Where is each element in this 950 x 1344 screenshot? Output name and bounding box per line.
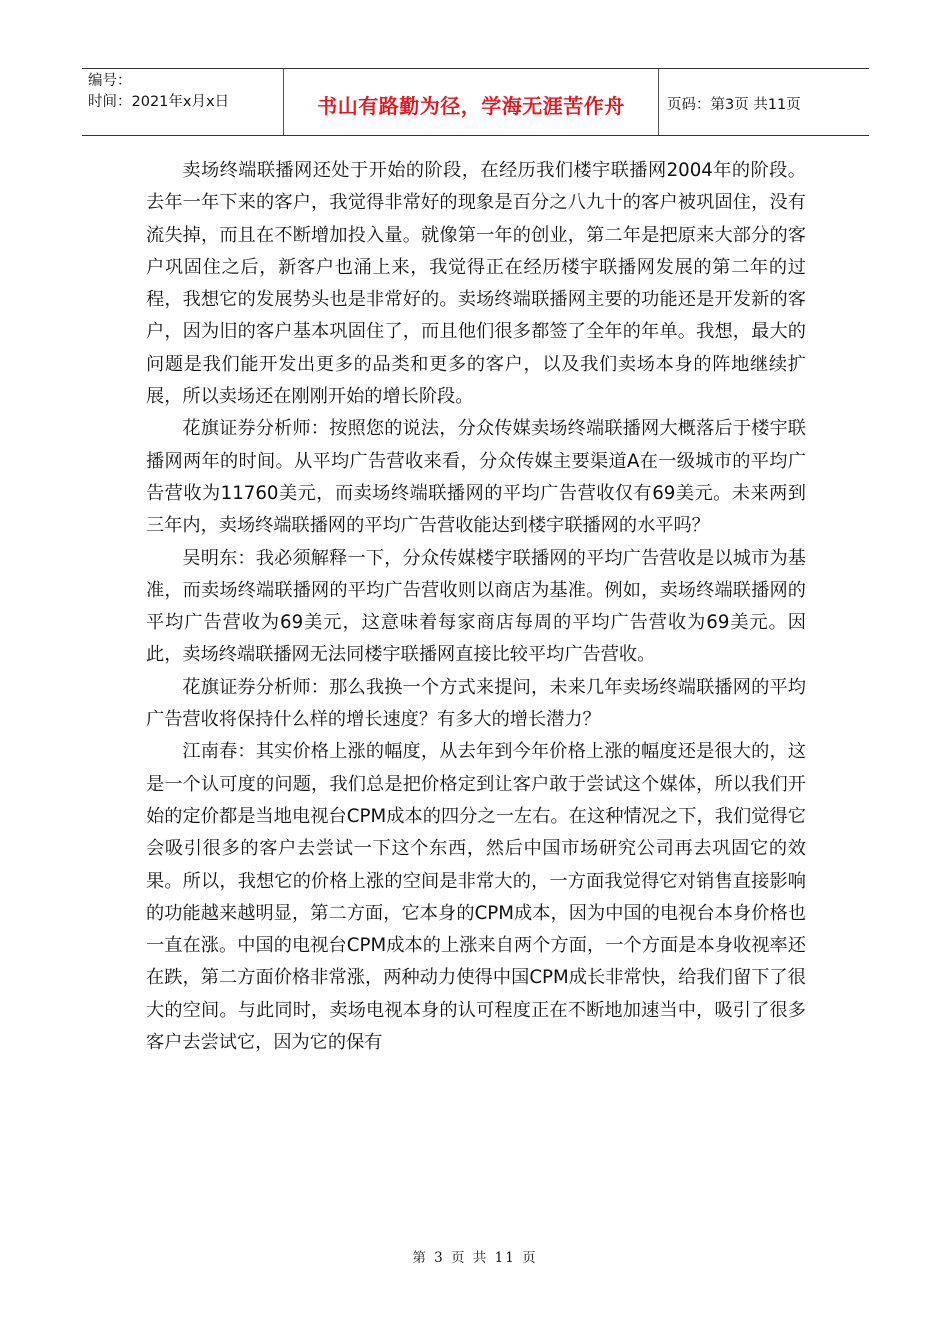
paragraph: 花旗证券分析师：按照您的说法，分众传媒卖场终端联播网大概落后于楼宇联播网两年的时间。从平均广告营收来看，分众传媒主要渠道A在一级城市的平均广告营收为11760美元，而卖场终端联播网的平均广告营收仅有69美元。未来两到三年内，卖场终端联播网的平均广告营收能达到楼宇联播网的水平吗？ [146,418,806,537]
paragraph: 江南春：其实价格上涨的幅度，从去年到今年价格上涨的幅度还是很大的，这是一个认可度的问题，我们总是把价格定到让客户敢于尝试这个媒体，所以我们开始的定价都是当地电视台CPM成本的四分之一左右。在这种情况之下，我们觉得它会吸引很多的客户去尝试一下这个东西，然后中国市场研究公司再去巩固它的效果。所以，我想它的价格上涨的空间是非常大的，一方面我觉得它对销售直接影响的功能越来越明显，第二方面，它本身的CPM成本，因为中国的电视台本身价格也一直在涨。中国的电视台CPM成本的上涨来自两个方面，一个方面是本身收视率还在跌，第二方面价格非常涨，两种动力使得中国CPM成长非常快，给我们留下了很大的空间。与此同时，卖场电视本身的认可程度正在不断地加速当中，吸引了很多客户去尝试它，因为它的保有 [146,741,806,1054]
document-body [146,155,806,1059]
page-footer: 第 3 页 共 11 页 [412,1250,538,1266]
page-header [82,68,869,136]
header-motto: 书山有路勤为径，学海无涯苦作舟 [284,69,659,135]
time-label: 时间：2021年x月x日 [88,94,230,110]
doc-number-label: 编号： [88,73,132,89]
paragraph: 卖场终端联播网还处于开始的阶段，在经历我们楼宇联播网2004年的阶段。去年一年下来的客户，我觉得非常好的现象是百分之八九十的客户被巩固住，没有流失掉，而且在不断增加投入量。就像第一年的创业，第二年是把原来大部分的客户巩固住之后，新客户也涌上来，我觉得正在经历楼宇联播网发展的第二年的过程，我想它的发展势头也是非常好的。卖场终端联播网主要的功能还是开发新的客户，因为旧的客户基本巩固住了，而且他们很多都签了全年的年单。我想，最大的问题是我们能开发出更多的品类和更多的客户，以及我们卖场本身的阵地继续扩展，所以卖场还在刚刚开始的增长阶段。 [146,160,806,408]
paragraph: 花旗证券分析师：那么我换一个方式来提问，未来几年卖场终端联播网的平均广告营收将保持什么样的增长速度？有多大的增长潜力？ [146,676,806,731]
paragraph: 吴明东：我必须解释一下，分众传媒楼宇联播网的平均广告营收是以城市为基准，而卖场终端联播网的平均广告营收则以商店为基准。例如，卖场终端联播网的平均广告营收为69美元，这意味着每家商店每周的平均广告营收为69美元。因此，卖场终端联播网无法同楼宇联播网直接比较平均广告营收。 [146,547,806,666]
header-meta [82,69,284,135]
header-page-code: 页码：第3页 共11页 [667,96,801,113]
